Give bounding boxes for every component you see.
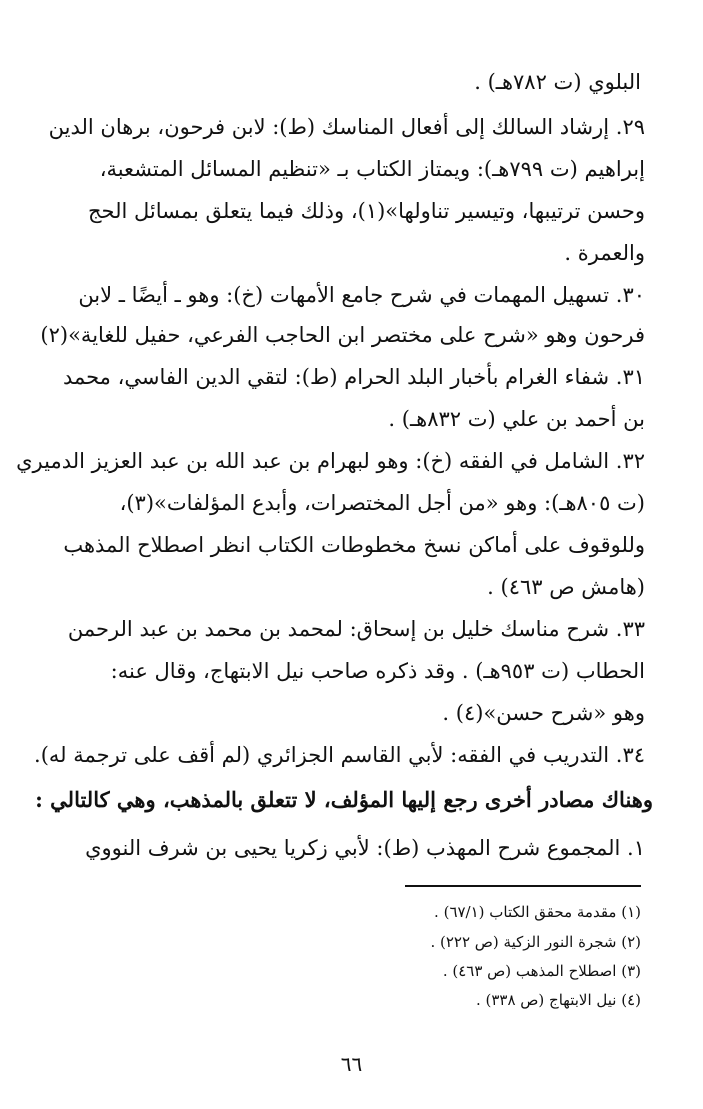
text-line: وهو «شرح حسن»(٤) .: [442, 701, 645, 725]
text-line: وحسن ترتيبها، وتيسير تناولها»(١)، وذلك فيما يتعلق بمسائل الحج: [87, 199, 645, 223]
text-line: إبراهيم (ت ٧٩٩هـ): ويمتاز الكتاب بـ «تنظيم المسائل المتشعبة،: [99, 157, 645, 181]
text-line: البلوي (ت ٧٨٢هـ) .: [474, 70, 641, 94]
list-item-30: ٣٠. تسهيل المهمات في شرح جامع الأمهات (خ): وهو ـ أيضًا ـ لابن: [78, 283, 645, 307]
text-line: والعمرة .: [564, 241, 645, 265]
text-line: (هامش ص ٤٦٣) .: [487, 575, 645, 599]
text-line: بن أحمد بن علي (ت ٨٣٢هـ) .: [388, 407, 645, 431]
list-item-31: ٣١. شفاء الغرام بأخبار البلد الحرام (ط): لتقي الدين الفاسي، محمد: [62, 365, 645, 389]
footnote-1: (١) مقدمة محقق الكتاب (٦٧/١) .: [434, 903, 641, 921]
footnote-3: (٣) اصطلاح المذهب (ص ٤٦٣) .: [442, 962, 641, 980]
section-intro: وهناك مصادر أخرى رجع إليها المؤلف، لا تتعلق بالمذهب، وهي كالتالي :: [35, 787, 653, 812]
text-line: وللوقوف على أماكن نسخ مخطوطات الكتاب انظر اصطلاح المذهب: [63, 533, 645, 557]
list-item-33: ٣٣. شرح مناسك خليل بن إسحاق: لمحمد بن محمد بن عبد الرحمن: [67, 617, 645, 641]
text-line: فرحون وهو «شرح على مختصر ابن الحاجب الفرعي، حفيل للغاية»(٢): [40, 323, 645, 347]
page-number: ٦٦: [340, 1052, 363, 1076]
list-item-29: ٢٩. إرشاد السالك إلى أفعال المناسك (ط): لابن فرحون، برهان الدين: [48, 115, 645, 139]
list-item-32: ٣٢. الشامل في الفقه (خ): وهو لبهرام بن عبد الله بن عبد العزيز الدميري: [16, 449, 645, 473]
text-line: (ت ٨٠٥هـ): وهو «من أجل المختصرات، وأبدع المؤلفات»(٣)،: [119, 491, 645, 515]
footnote-2: (٢) شجرة النور الزكية (ص ٢٢٢) .: [430, 933, 641, 951]
list-item-1: ١. المجموع شرح المهذب (ط): لأبي زكريا يحيى بن شرف النووي: [85, 836, 645, 860]
footnote-divider: [405, 885, 641, 887]
footnote-4: (٤) نيل الابتهاج (ص ٣٣٨) .: [475, 991, 641, 1009]
list-item-34: ٣٤. التدريب في الفقه: لأبي القاسم الجزائري (لم أقف على ترجمة له).: [34, 743, 645, 767]
text-line: الحطاب (ت ٩٥٣هـ) . وقد ذكره صاحب نيل الابتهاج، وقال عنه:: [110, 659, 645, 683]
